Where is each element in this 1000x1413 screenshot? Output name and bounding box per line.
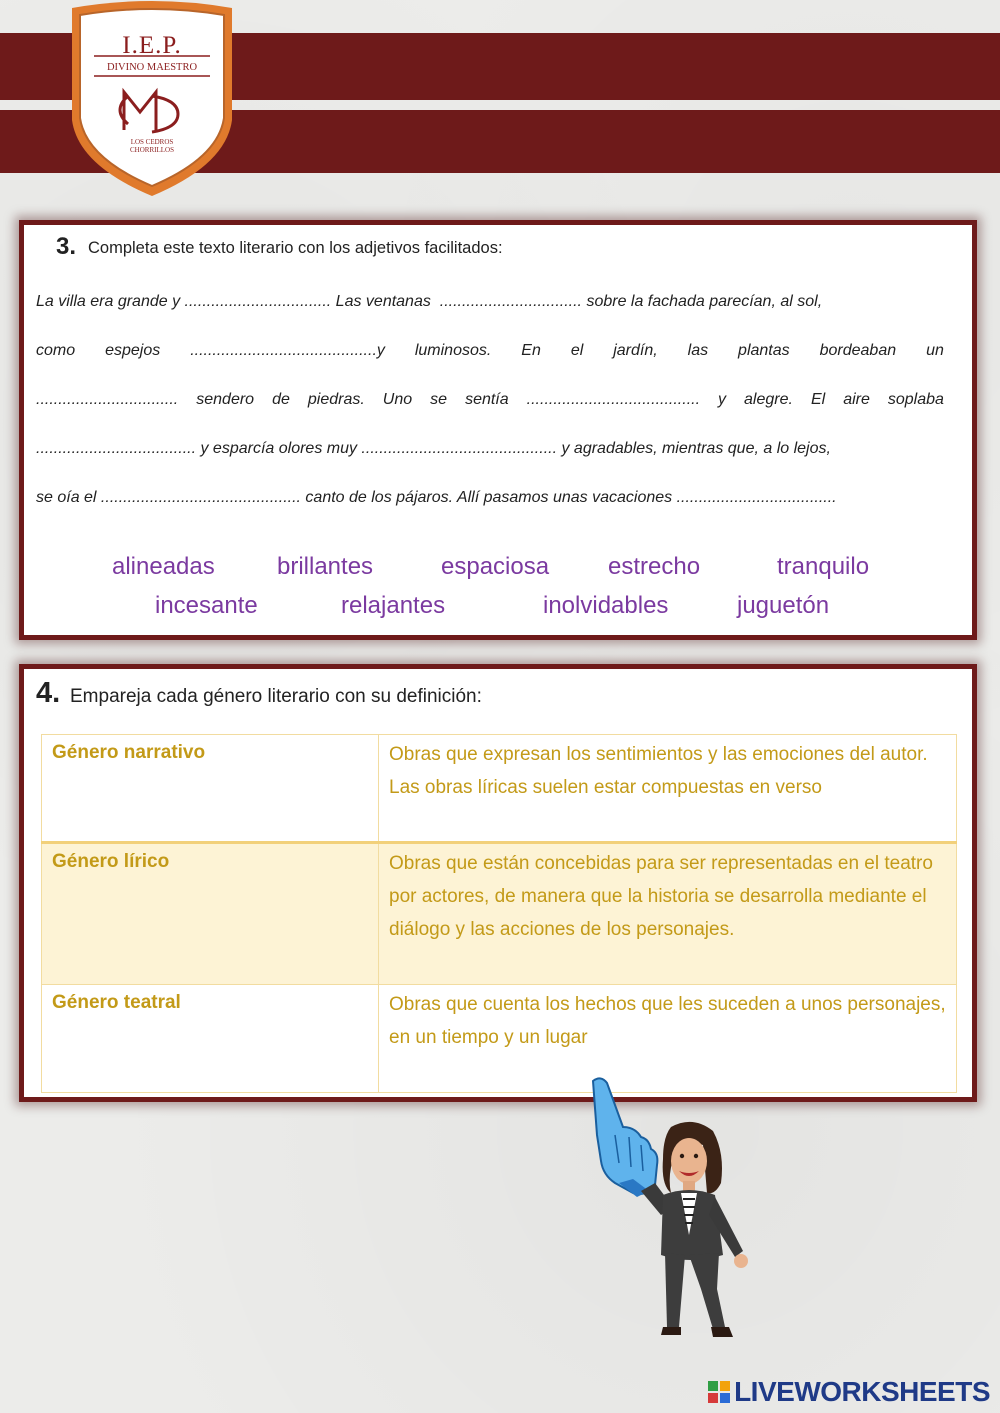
- word-bank-item[interactable]: estrecho: [608, 553, 701, 580]
- liveworksheets-brand[interactable]: [708, 1376, 990, 1408]
- paragraph-segment: jardín,: [613, 342, 658, 359]
- logo-footer-line2: CHORRILLOS: [130, 146, 174, 154]
- definition-line: Las obras líricas suelen estar compuestas en verso: [389, 777, 822, 798]
- paragraph-line: [36, 293, 944, 311]
- exercise-4-card: [19, 664, 977, 1102]
- paragraph-segment: .................................... y esparcía olores muy ............................................ y agradables, mientras que, a lo lejos,: [36, 440, 831, 457]
- paragraph-segment: sentía: [465, 391, 509, 408]
- paragraph-segment: y: [718, 391, 727, 408]
- logo-footer: [102, 138, 202, 154]
- paragraph-segment: las: [687, 342, 709, 359]
- exercise-3-card: [19, 220, 977, 640]
- exercise-4-instruction: Empareja cada género literario con su definición:: [70, 686, 482, 707]
- paragraph-line: [36, 342, 944, 360]
- word-bank-item[interactable]: espaciosa: [441, 553, 550, 580]
- paragraph-segment: La villa era grande y ................................. Las ventanas ................................ sobre la fachada parecían, al sol,: [36, 293, 823, 310]
- word-bank-item[interactable]: juguetón: [737, 592, 830, 619]
- genre-cell[interactable]: Género lírico: [42, 843, 379, 985]
- paragraph-line: [36, 440, 944, 458]
- logo-subtitle: DIVINO MAESTRO: [106, 62, 198, 73]
- definition-cell[interactable]: [379, 843, 957, 985]
- definition-line: por actores, de manera que la historia se desarrolla mediante el: [389, 886, 927, 907]
- paragraph-segment: se oía el ............................................. canto de los pájaros. Allí pasamos unas vacaciones ....................................: [36, 489, 837, 506]
- table-row: [42, 985, 957, 1093]
- paragraph-line: [36, 391, 944, 409]
- school-logo: [66, 0, 238, 200]
- brand-name: LIVEWORKSHEETS: [734, 1376, 990, 1407]
- paragraph-segment: el: [570, 342, 584, 359]
- table-row: [42, 843, 957, 985]
- foam-finger-icon: [593, 1078, 657, 1197]
- definition-line: diálogo y las acciones de los personajes.: [389, 919, 735, 940]
- table-row: [42, 735, 957, 843]
- paragraph-segment: soplaba: [887, 391, 944, 408]
- paragraph-segment: En: [521, 342, 541, 359]
- paragraph-segment: .......................................: [526, 391, 701, 408]
- word-bank-item[interactable]: relajantes: [341, 592, 446, 619]
- paragraph-segment: ..........................................y: [190, 342, 385, 359]
- paragraph-segment: sendero: [196, 391, 255, 408]
- definition-line: Obras que cuenta los hechos que les suceden a unos personajes,: [389, 994, 946, 1015]
- paragraph-line: [36, 489, 944, 507]
- paragraph-segment: El: [810, 391, 826, 408]
- paragraph-segment: plantas: [738, 342, 790, 359]
- genre-matching-table: [41, 734, 957, 1093]
- shield-icon: [66, 0, 238, 200]
- paragraph-segment: espejos: [105, 342, 161, 359]
- paragraph-segment: luminosos.: [414, 342, 492, 359]
- genre-cell[interactable]: Género narrativo: [42, 735, 379, 843]
- teacher-avatar-illustration: [575, 1075, 765, 1345]
- paragraph-segment: de: [272, 391, 290, 408]
- exercise-3-number: 3.: [56, 233, 77, 260]
- word-bank-item[interactable]: tranquilo: [777, 553, 870, 580]
- paragraph-segment: un: [926, 342, 944, 359]
- paragraph-segment: ................................: [36, 391, 179, 408]
- paragraph-segment: alegre.: [744, 391, 793, 408]
- definition-line: en un tiempo y un lugar: [389, 1027, 588, 1048]
- word-bank-item[interactable]: inolvidables: [543, 592, 669, 619]
- paragraph-segment: como: [36, 342, 76, 359]
- logo-title: I.E.P.: [122, 32, 182, 59]
- word-bank-item[interactable]: brillantes: [277, 553, 374, 580]
- definition-line: Obras que están concebidas para ser representadas en el teatro: [389, 853, 933, 874]
- paragraph-segment: se: [430, 391, 448, 408]
- paragraph-segment: piedras.: [307, 391, 365, 408]
- liveworksheets-logo-icon: [708, 1380, 730, 1404]
- genre-cell[interactable]: Género teatral: [42, 985, 379, 1093]
- logo-footer-line1: LOS CEDROS: [130, 138, 174, 146]
- paragraph-segment: bordeaban: [819, 342, 897, 359]
- definition-cell[interactable]: [379, 735, 957, 843]
- paragraph-segment: Uno: [382, 391, 413, 408]
- exercise-4-number: 4.: [36, 677, 61, 709]
- paragraph-segment: aire: [843, 391, 870, 408]
- word-bank-item[interactable]: alineadas: [112, 553, 215, 580]
- word-bank-item[interactable]: incesante: [155, 592, 258, 619]
- definition-line: Obras que expresan los sentimientos y las emociones del autor.: [389, 744, 928, 765]
- exercise-3-instruction: Completa este texto literario con los adjetivos facilitados:: [88, 239, 503, 257]
